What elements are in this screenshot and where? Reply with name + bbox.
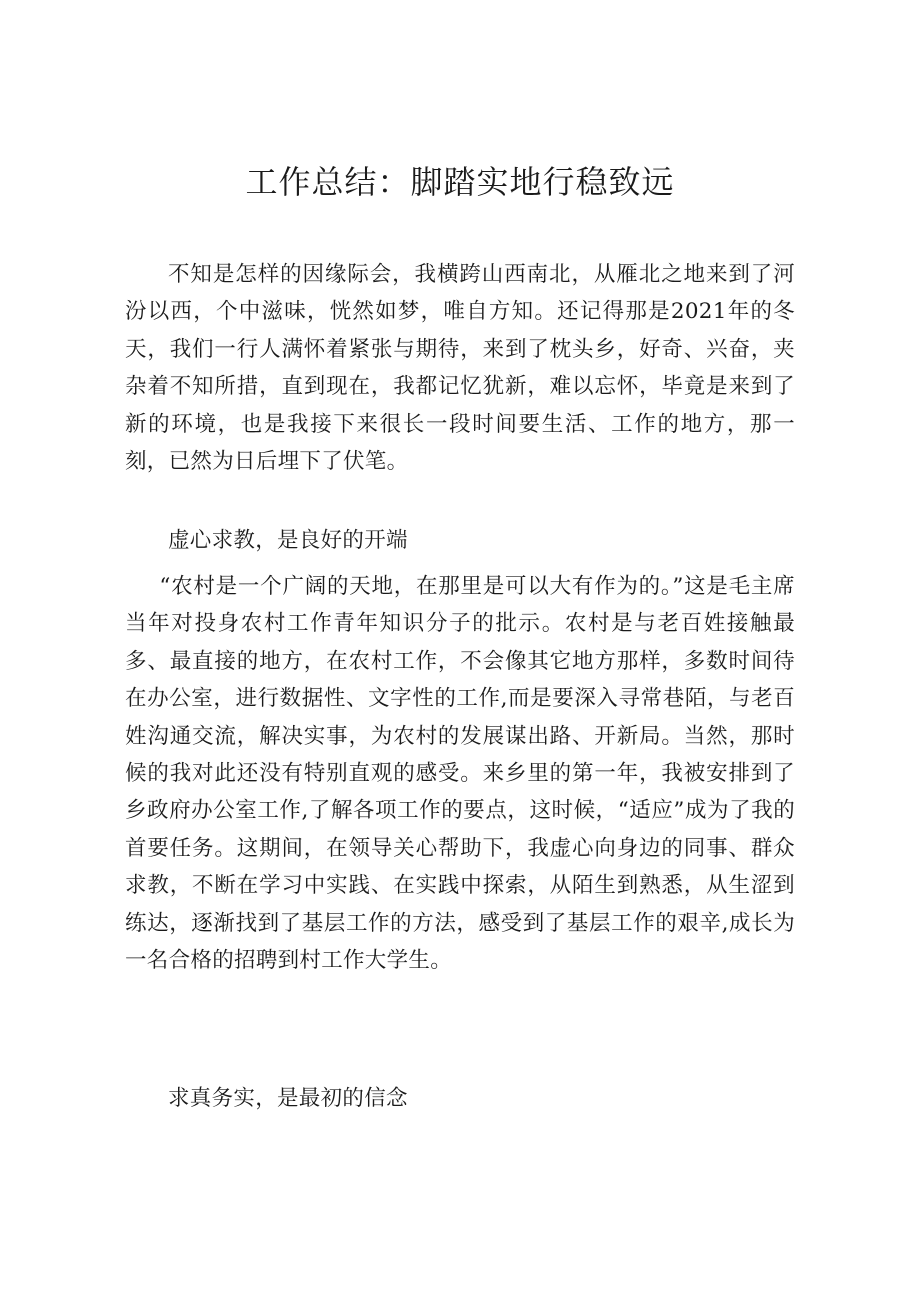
- paragraph-section-1: “农村是一个广阔的天地，在那里是可以大有作为的。”这是毛主席当年对投身农村工作青年知识分子的批示。农村是与老百姓接触最多、最直接的地方，在农村工作，不会像其它地方那样，多数时间待在办公室，进行数据性、文字性的工作,而是要深入寻常巷陌，与老百姓沟通交流，解决实事，为农村的发展谋出路、开新局。当然，那时候的我对此还没有特别直观的感受。来乡里的第一年，我被安排到了乡政府办公室工作,了解各项工作的要点，这时候，“适应”成为了我的首要任务。这期间，在领导关心帮助下，我虚心向身边的同事、群众求教，不断在学习中实践、在实践中探索，从陌生到熟悉，从生涩到练达，逐渐找到了基层工作的方法，感受到了基层工作的艰辛,成长为一名合格的招聘到村工作大学生。: [125, 574, 795, 974]
- paragraph-intro: 不知是怎样的因缘际会，我横跨山西南北，从雁北之地来到了河汾以西，个中滋味，恍然如梦，唯自方知。还记得那是2021年的冬天，我们一行人满怀着紧张与期待，来到了枕头乡，好奇、兴奋，夹杂着不知所措，直到现在，我都记忆犹新，难以忘怀，毕竟是来到了新的环境，也是我接下来很长一段时间要生活、工作的地方，那一刻，已然为日后埋下了伏笔。: [125, 262, 795, 475]
- page-title: 工作总结：脚踏实地行稳致远: [245, 163, 675, 201]
- section-heading-2: 求真务实，是最初的信念: [168, 1086, 408, 1111]
- section-heading-1: 虚心求教，是良好的开端: [168, 528, 408, 553]
